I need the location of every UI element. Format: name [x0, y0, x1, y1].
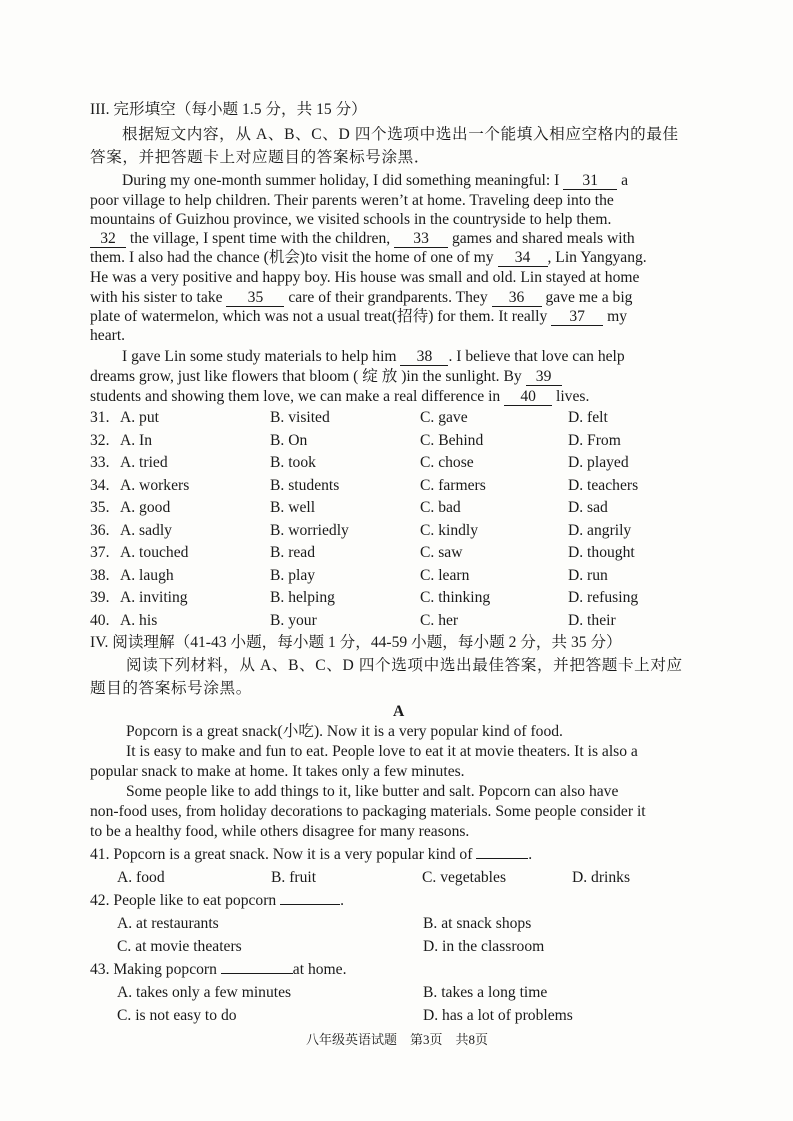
question-43-option-a: A. takes only a few minutes	[117, 984, 292, 1001]
option-d: D. run	[568, 566, 608, 584]
cloze-line	[90, 326, 125, 346]
cloze-blank-31[interactable]: 31	[563, 173, 617, 190]
option-c: C. bad	[420, 499, 461, 516]
question-41-option-d: D. drinks	[572, 869, 631, 886]
cloze-blank-37[interactable]: 37	[551, 309, 603, 326]
cloze-question-row	[90, 453, 710, 475]
cloze-text: He was a very positive and happy boy. His house was small and old. Lin stayed at home	[90, 269, 640, 286]
option-d: D. teachers	[568, 476, 639, 494]
option-b: B. read	[270, 544, 316, 561]
question-42-option-b: B. at snack shops	[423, 915, 532, 932]
option-d: D. refusing	[568, 589, 639, 606]
cloze-blank-40[interactable]: 40	[504, 389, 552, 406]
passage-a-title: A	[393, 703, 405, 720]
cloze-text: During my one-month summer holiday, I did something meaningful: I	[122, 172, 564, 189]
option-d: D. thought	[568, 544, 635, 561]
question-number: 33.	[90, 454, 110, 471]
question-41-option-a: A. food	[117, 869, 165, 886]
option-b: B. play	[270, 566, 316, 584]
option-a: A. tried	[120, 454, 168, 471]
question-41-stem: 41. Popcorn is a great snack. Now it is a very popular kind of .	[90, 846, 533, 863]
section4-instruction-line2: 题目的答案标号涂黑。	[90, 680, 252, 697]
passage-a-line: non-food uses, from holiday decorations to packaging materials. Some people consider it	[90, 803, 646, 820]
question-42-option-a: A. at restaurants	[117, 915, 219, 932]
option-b: B. visited	[270, 409, 330, 426]
cloze-blank-36[interactable]: 36	[492, 290, 542, 307]
option-b: B. well	[270, 499, 316, 516]
cloze-question-row	[90, 521, 710, 543]
option-a: A. laugh	[120, 566, 174, 584]
option-c: C. her	[420, 611, 459, 629]
option-c: C. learn	[420, 566, 470, 584]
option-a: A. good	[120, 499, 171, 516]
option-a: A. sadly	[120, 521, 172, 539]
option-c: C. gave	[420, 409, 468, 426]
question-number: 39.	[90, 589, 110, 606]
cloze-blank-39[interactable]: 39	[526, 369, 562, 386]
option-d: D. felt	[568, 409, 608, 426]
cloze-line	[90, 191, 614, 211]
option-b: B. took	[270, 454, 316, 471]
cloze-text: dreams grow, just like flowers that bloom ( 绽 放 )in the sunlight. By	[90, 368, 526, 385]
cloze-text: care of their grandparents. They	[284, 289, 492, 306]
cloze-text: . I believe that love can help	[448, 348, 625, 365]
question-43-option-c: C. is not easy to do	[117, 1007, 237, 1024]
cloze-line	[90, 307, 627, 327]
question-number: 34.	[90, 476, 110, 494]
cloze-text: mountains of Guizhou province, we visited schools in the countryside to help them.	[90, 211, 612, 228]
question-41-text: 41. Popcorn is a great snack. Now it is a very popular kind of	[90, 846, 477, 863]
answer-blank[interactable]	[221, 973, 293, 974]
cloze-text: poor village to help children. Their parents weren’t at home. Traveling deep into the	[90, 192, 614, 209]
option-d: D. their	[568, 611, 616, 629]
question-41-option-c: C. vegetables	[422, 869, 507, 886]
question-43-text-end: at home.	[292, 961, 347, 978]
cloze-text: , Lin Yangyang.	[547, 249, 647, 266]
section3-instruction-line2: 答案，并把答题卡上对应题目的答案标号涂黑．	[90, 149, 431, 166]
passage-a-line: popular snack to make at home. It takes only a few minutes.	[90, 763, 465, 780]
option-d: D. sad	[568, 499, 608, 516]
cloze-line	[90, 229, 635, 249]
cloze-text: gave me a big	[541, 289, 633, 306]
question-43-stem	[90, 960, 347, 980]
option-a: A. touched	[120, 544, 189, 561]
section4-instruction-line1: 阅读下列材料，从 A、B、C、D 四个选项中选出最佳答案，并把答题卡上对应	[126, 657, 683, 674]
cloze-question-row	[90, 498, 710, 520]
option-c: C. chose	[420, 454, 474, 471]
cloze-question-row	[90, 431, 710, 453]
section3-instruction-line1: 根据短文内容，从 A、B、C、D 四个选项中选出一个能填入相应空格内的最佳	[122, 126, 679, 143]
cloze-line	[90, 210, 611, 230]
cloze-text: students and showing them love, we can make a real difference in	[90, 388, 505, 405]
option-c: C. saw	[420, 544, 463, 561]
option-b: B. students	[270, 476, 340, 494]
page-footer: 八年级英语试题 第3页 共8页	[306, 1032, 489, 1047]
answer-blank[interactable]	[476, 858, 528, 859]
option-c: C. farmers	[420, 476, 486, 494]
cloze-text: my	[603, 308, 627, 325]
cloze-text: the village, I spent time with the children,	[126, 230, 395, 247]
question-number: 32.	[90, 431, 110, 449]
cloze-blank-34[interactable]: 34	[498, 250, 548, 267]
cloze-question-row	[90, 408, 710, 430]
option-a: A. In	[120, 431, 153, 449]
cloze-text: lives.	[552, 388, 590, 405]
cloze-text: a	[617, 172, 629, 189]
question-42-option-d: D. in the classroom	[423, 938, 545, 955]
cloze-question-row	[90, 476, 710, 498]
cloze-text: them. I also had the chance (机会)to visit the home of one of my	[90, 249, 498, 266]
question-42-option-c: C. at movie theaters	[117, 938, 242, 955]
option-d: D. angrily	[568, 521, 632, 539]
cloze-line	[90, 288, 632, 308]
cloze-blank-38[interactable]: 38	[400, 349, 448, 366]
question-43-text: 43. Making popcorn	[90, 961, 221, 978]
option-d: D. From	[568, 431, 621, 449]
cloze-line	[122, 347, 625, 367]
answer-blank[interactable]	[280, 904, 340, 905]
question-number: 31.	[90, 409, 110, 426]
option-d: D. played	[568, 454, 629, 471]
question-number: 40.	[90, 611, 110, 629]
passage-a-line: It is easy to make and fun to eat. People love to eat it at movie theaters. It is also a	[126, 743, 638, 760]
section3-heading: III. 完形填空（每小题 1.5 分，共 15 分）	[90, 101, 367, 118]
question-42-stem: 42. People like to eat popcorn .	[90, 892, 345, 909]
question-number: 37.	[90, 544, 110, 561]
cloze-line	[90, 367, 562, 387]
option-a: A. put	[120, 409, 159, 426]
question-number: 38.	[90, 566, 110, 584]
cloze-question-row	[90, 543, 710, 565]
passage-a-line: Some people like to add things to it, like butter and salt. Popcorn can also have	[126, 783, 619, 800]
cloze-text: with his sister to take	[90, 289, 227, 306]
question-43-option-b: B. takes a long time	[423, 984, 548, 1001]
cloze-blank-32[interactable]: 32	[90, 231, 126, 248]
question-41-option-b: B. fruit	[271, 869, 317, 886]
cloze-question-row	[90, 566, 710, 588]
cloze-line	[90, 268, 639, 288]
cloze-blank-35[interactable]: 35	[226, 290, 284, 307]
option-a: A. his	[120, 611, 158, 629]
question-number: 36.	[90, 521, 110, 539]
option-c: C. Behind	[420, 431, 484, 449]
cloze-line	[90, 387, 589, 407]
question-42-text: 42. People like to eat popcorn	[90, 892, 281, 909]
cloze-text: I gave Lin some study materials to help him	[122, 348, 401, 365]
cloze-line	[122, 171, 628, 191]
option-c: C. kindly	[420, 521, 479, 539]
passage-a-line: to be a healthy food, while others disagree for many reasons.	[90, 823, 470, 840]
option-a: A. workers	[120, 476, 190, 494]
cloze-question-row	[90, 588, 710, 610]
option-b: B. worriedly	[270, 521, 349, 539]
option-b: B. your	[270, 611, 317, 629]
cloze-question-row	[90, 611, 710, 633]
cloze-line	[90, 248, 647, 268]
cloze-text: plate of watermelon, which was not a usual treat(招待) for them. It really	[90, 308, 552, 325]
question-number: 35.	[90, 499, 110, 516]
cloze-blank-33[interactable]: 33	[394, 231, 448, 248]
option-c: C. thinking	[420, 589, 491, 606]
cloze-text: games and shared meals with	[448, 230, 635, 247]
option-a: A. inviting	[120, 589, 188, 606]
passage-a-line: Popcorn is a great snack(小吃). Now it is a very popular kind of food.	[126, 723, 563, 740]
cloze-text: heart.	[90, 327, 126, 344]
option-b: B. helping	[270, 589, 335, 606]
question-43-option-d: D. has a lot of problems	[423, 1007, 573, 1024]
section4-heading: IV. 阅读理解（41-43 小题，每小题 1 分，44-59 小题，每小题 2 分，共 35 分）	[90, 634, 622, 651]
option-b: B. On	[270, 431, 308, 449]
